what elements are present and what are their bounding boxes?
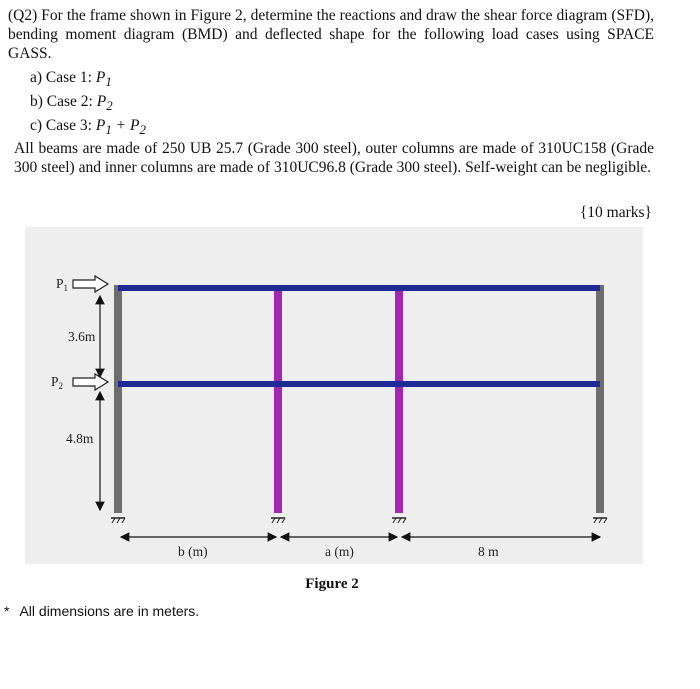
outer-column-left: [114, 285, 122, 513]
outer-column-right: [596, 285, 604, 513]
materials-text: All beams are made of 250 UB 25.7 (Grade 300 steel), outer columns are made of 310UC158 (Grade 300 steel) and inner columns are made of 310UC96.8 (Grade 300 steel). Self-weight can be negligible.: [14, 140, 654, 176]
dimension-note: [4, 603, 199, 619]
figure-caption: Figure 2: [305, 576, 359, 592]
case-label: Case 2:: [46, 93, 97, 110]
case-load: P: [95, 117, 106, 134]
support-right: [593, 518, 607, 523]
span-label-right: 8 m: [478, 544, 499, 559]
load-label-p2: $P_2$: [51, 374, 64, 391]
top-beam: [118, 285, 600, 291]
load-arrow-p1: [73, 276, 108, 292]
marks-label: {10 marks}: [579, 204, 652, 221]
case-load-sub: 2: [106, 98, 113, 114]
span-label-mid: a (m): [325, 544, 354, 559]
case-letter: a): [30, 69, 43, 86]
question-intro: (Q2) For the frame shown in Figure 2, determine the reactions and draw the shear force diagram (SFD), bending moment diagram (BMD) and deflected shape for the following load cases using SPACE GASS.: [8, 7, 654, 62]
case-load-sub: 1: [105, 74, 112, 90]
support-left: [111, 518, 125, 523]
height-label-top: 3.6m: [68, 329, 96, 344]
note-asterisk: *: [4, 603, 10, 619]
height-label-bottom: 4.8m: [66, 431, 94, 446]
case-load: P: [96, 93, 107, 110]
case-label: Case 1:: [45, 69, 96, 86]
case-letter: c): [30, 117, 43, 134]
case-load-extra-sub: 2: [139, 122, 146, 138]
support-inner-1: [271, 518, 285, 523]
case-load-extra: + P: [111, 117, 140, 134]
support-inner-2: [392, 518, 406, 523]
span-label-left: b (m): [178, 544, 208, 559]
load-label-p1: $P_1$: [56, 276, 69, 293]
case-load: P: [95, 69, 106, 86]
note-text: All dimensions are in meters.: [19, 603, 200, 619]
middle-beam: [118, 381, 600, 387]
case-label: Case 3:: [45, 117, 96, 134]
case-letter: b): [30, 93, 43, 110]
inner-column-2: [395, 289, 403, 513]
case-load-sub: 1: [105, 122, 112, 138]
inner-column-1: [274, 289, 282, 513]
load-arrow-p2: [73, 374, 108, 390]
